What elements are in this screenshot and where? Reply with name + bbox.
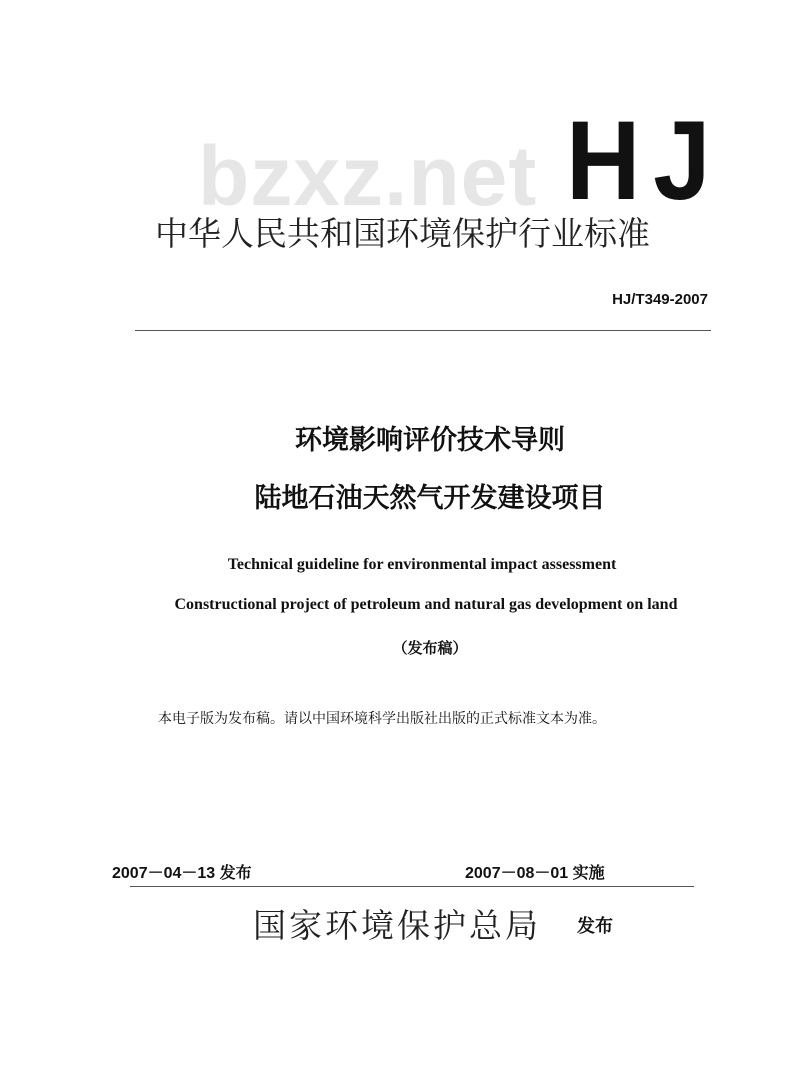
title-cn-line-1: 环境影响评价技术导则 xyxy=(295,425,565,456)
hj-logo: HJ xyxy=(566,98,724,223)
publisher: 国家环境保护总局 xyxy=(253,906,541,945)
publisher-suffix: 发布 xyxy=(577,916,613,937)
title-cn-line-2: 陆地石油天然气开发建设项目 xyxy=(254,483,606,514)
title-en-line-1: Technical guideline for environmental impact assessment xyxy=(227,556,617,573)
header-divider xyxy=(135,330,711,331)
watermark: bzxz.net xyxy=(198,129,538,223)
standard-code: HJ/T349-2007 xyxy=(612,291,708,308)
disclaimer-note: 本电子版为发布稿。请以中国环境科学出版社出版的正式标准文本为准。 xyxy=(158,711,606,727)
footer-divider xyxy=(130,886,694,887)
title-en-line-2: Constructional project of petroleum and natural gas development on land xyxy=(174,596,678,613)
standard-category: 中华人民共和国环境保护行业标准 xyxy=(155,214,650,253)
issue-date: 2007－04－13 发布 xyxy=(112,865,252,882)
draft-label: （发布稿） xyxy=(392,639,468,657)
effective-date: 2007－08－01 实施 xyxy=(465,865,605,882)
